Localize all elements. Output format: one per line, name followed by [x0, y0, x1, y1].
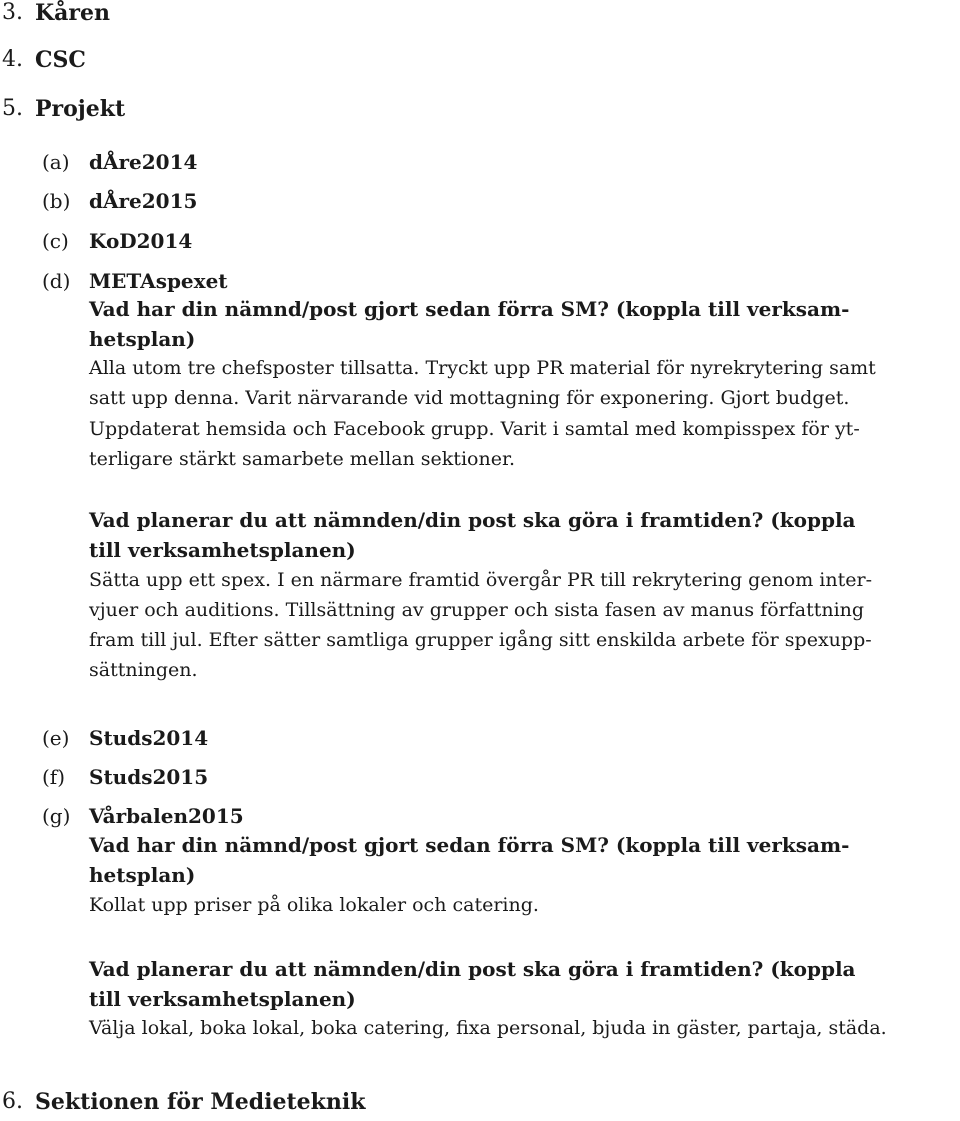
varbalen-question-1-line-1: Vad har din nämnd/post gjort sedan förra SM? (koppla till verksam- — [89, 833, 850, 857]
meta-question-1-line-1: Vad har din nämnd/post gjort sedan förra SM? (koppla till verksam- — [89, 297, 850, 321]
sub-letter-b: (b) — [42, 189, 71, 213]
varbalen-question-2-line-1: Vad planerar du att nämnden/din post ska göra i framtiden? (koppla — [89, 957, 856, 981]
list-number-5: 5. — [2, 96, 23, 121]
section-title-csc: CSC — [35, 47, 86, 73]
sub-title-kod2014: KoD2014 — [89, 229, 193, 253]
list-number-6: 6. — [2, 1089, 23, 1114]
meta-answer-1-line-4: terligare stärkt samarbete mellan sektioner. — [89, 448, 515, 470]
meta-answer-2-line-4: sättningen. — [89, 659, 198, 681]
sub-title-studs2015: Studs2015 — [89, 765, 209, 789]
meta-question-2-line-2: till verksamhetsplanen) — [89, 538, 356, 562]
section-title-projekt: Projekt — [35, 96, 126, 122]
meta-answer-1-line-3: Uppdaterat hemsida och Facebook grupp. Varit i samtal med kompisspex för yt- — [89, 418, 860, 440]
meta-question-2-line-1: Vad planerar du att nämnden/din post ska göra i framtiden? (koppla — [89, 508, 856, 532]
meta-answer-1-line-2: satt upp denna. Varit närvarande vid mottagning för exponering. Gjort budget. — [89, 387, 850, 409]
varbalen-answer-2-line-1: Välja lokal, boka lokal, boka catering, fixa personal, bjuda in gäster, partaja, städa. — [89, 1017, 887, 1039]
meta-answer-2-line-3: fram till jul. Efter sätter samtliga grupper igång sitt enskilda arbete för spexupp- — [89, 629, 872, 651]
sub-letter-d: (d) — [42, 269, 71, 293]
sub-title-dare2014: dÅre2014 — [89, 150, 198, 174]
list-number-3: 3. — [2, 0, 23, 25]
sub-title-metaspexet: METAspexet — [89, 269, 228, 293]
section-title-karen: Kåren — [35, 0, 110, 26]
meta-answer-1-line-1: Alla utom tre chefsposter tillsatta. Tryckt upp PR material för nyrekrytering samt — [89, 357, 876, 379]
sub-letter-c: (c) — [42, 229, 69, 253]
sub-letter-e: (e) — [42, 726, 70, 750]
meta-question-1-line-2: hetsplan) — [89, 327, 196, 351]
varbalen-question-2-line-2: till verksamhetsplanen) — [89, 987, 356, 1011]
list-number-4: 4. — [2, 47, 23, 72]
varbalen-question-1-line-2: hetsplan) — [89, 863, 196, 887]
sub-letter-a: (a) — [42, 150, 70, 174]
varbalen-answer-1-line-1: Kollat upp priser på olika lokaler och catering. — [89, 894, 539, 916]
sub-title-dare2015: dÅre2015 — [89, 189, 198, 213]
sub-title-varbalen2015: Vårbalen2015 — [89, 804, 244, 828]
meta-answer-2-line-1: Sätta upp ett spex. I en närmare framtid övergår PR till rekrytering genom inter- — [89, 569, 872, 591]
meta-answer-2-line-2: vjuer och auditions. Tillsättning av grupper och sista fasen av manus författning — [89, 599, 865, 621]
sub-letter-f: (f) — [42, 765, 66, 789]
sub-letter-g: (g) — [42, 804, 71, 828]
sub-title-studs2014: Studs2014 — [89, 726, 209, 750]
section-title-sektionen: Sektionen för Medieteknik — [35, 1089, 366, 1115]
